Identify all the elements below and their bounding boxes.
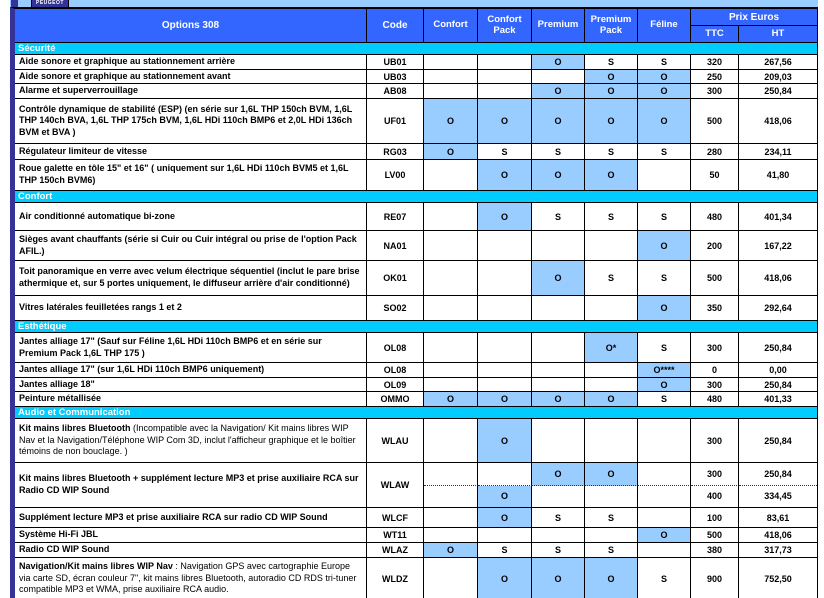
price-ttc: 500 [691, 261, 739, 296]
price-ht: 0,00 [739, 363, 817, 378]
section-header: Sécurité [15, 43, 817, 55]
trim-cell-confort [424, 363, 478, 378]
trim-cell-confort-pack: O [478, 508, 532, 528]
price-ht: 250,84 [739, 378, 817, 393]
option-label-main: Air conditionné automatique bi-zone [19, 210, 175, 221]
trim-cell-confort [424, 160, 478, 191]
option-subrow [424, 486, 817, 509]
option-label-main: Kit mains libres Bluetooth [19, 423, 131, 434]
option-row [15, 543, 817, 558]
trim-cell-confort [424, 419, 478, 463]
option-row [15, 296, 817, 321]
price-ttc: 250 [691, 70, 739, 85]
trim-cell-premium-pack [585, 363, 638, 378]
option-label [15, 508, 367, 528]
trim-column-header-feline: Féline [638, 9, 691, 43]
price-ttc: 100 [691, 508, 739, 528]
option-label-main: Alarme et superverrouillage [19, 85, 139, 96]
price-ttc: 300 [691, 84, 739, 99]
option-label-detail: (Incompatible avec la Navigation/ Kit mains libres WIP Nav et la Navigation/Téléphone WIP Com 3D, inclut l'afficheur graphique et le boîtier témoins de non bouclage. ) [19, 423, 356, 457]
trim-cell-feline [638, 463, 691, 486]
trim-cell-feline: S [638, 203, 691, 231]
trim-cell-confort [424, 558, 478, 598]
price-ht: 250,84 [739, 84, 817, 99]
option-label-detail: : Navigation GPS avec cartographie Europe via carte SD, écran couleur 7", kit mains libres Bluetooth, autoradio CD RDS tri-tuner compatible MP3 et WMA, prise auxiliaire RCA audio. [19, 561, 357, 595]
option-code: WLCF [367, 508, 424, 528]
trim-cell-premium-pack [585, 296, 638, 321]
price-ttc: 300 [691, 463, 739, 486]
trim-cell-premium-pack: O [585, 160, 638, 191]
trim-cell-premium-pack [585, 528, 638, 543]
trim-cell-premium: O [532, 99, 585, 144]
trim-cell-confort-pack [478, 463, 532, 486]
trim-cell-feline: O [638, 378, 691, 393]
option-row [15, 419, 817, 463]
trim-cell-feline: O [638, 84, 691, 99]
trim-cell-confort [424, 378, 478, 393]
price-ttc: 500 [691, 528, 739, 543]
trim-cell-confort: O [424, 144, 478, 160]
ttc-column-header: TTC [691, 26, 739, 43]
trim-cell-confort [424, 333, 478, 363]
trim-cell-confort-pack [478, 231, 532, 261]
trim-cell-confort-pack: O [478, 486, 532, 509]
option-code: WLAW [367, 463, 424, 508]
option-row [15, 333, 817, 363]
price-ht: 334,45 [739, 486, 817, 509]
option-label [15, 261, 367, 296]
trim-cell-confort [424, 70, 478, 85]
option-code: OMMO [367, 392, 424, 407]
option-label-main: Régulateur limiteur de vitesse [19, 145, 148, 156]
option-label [15, 144, 367, 160]
price-ttc: 300 [691, 333, 739, 363]
option-label [15, 558, 367, 598]
trim-cell-feline: S [638, 144, 691, 160]
price-ht: 250,84 [739, 419, 817, 463]
option-row [15, 55, 817, 70]
trim-column-header-confort-pack: Confort Pack [478, 9, 532, 43]
price-ht: 167,22 [739, 231, 817, 261]
options-table [10, 7, 818, 598]
option-code: NA01 [367, 231, 424, 261]
trim-cell-premium-pack: S [585, 203, 638, 231]
trim-cell-premium: O [532, 84, 585, 99]
trim-cell-confort [424, 55, 478, 70]
option-label [15, 378, 367, 393]
trim-cell-confort-pack: S [478, 543, 532, 558]
trim-cell-feline [638, 419, 691, 463]
trim-cell-feline: S [638, 392, 691, 407]
trim-cell-premium: S [532, 144, 585, 160]
trim-column-header-confort: Confort [424, 9, 478, 43]
option-code: RE07 [367, 203, 424, 231]
price-ttc: 300 [691, 378, 739, 393]
prix-euros-header: Prix Euros [691, 9, 817, 26]
price-ht: 250,84 [739, 333, 817, 363]
trim-cell-confort-pack: S [478, 144, 532, 160]
trim-cell-premium-pack: S [585, 508, 638, 528]
option-code: WLAU [367, 419, 424, 463]
option-label-main: Aide sonore et graphique au stationnement avant [19, 70, 231, 81]
option-code: OL09 [367, 378, 424, 393]
trim-cell-premium: O [532, 558, 585, 598]
trim-cell-confort [424, 463, 478, 486]
trim-cell-premium [532, 528, 585, 543]
option-label [15, 463, 367, 508]
trim-cell-premium: O [532, 261, 585, 296]
trim-cell-premium [532, 378, 585, 393]
trim-cell-premium: S [532, 543, 585, 558]
price-ttc: 320 [691, 55, 739, 70]
sheet-tab-strip [10, 0, 818, 7]
trim-cell-confort [424, 296, 478, 321]
price-ht: 418,06 [739, 528, 817, 543]
trim-cell-premium: S [532, 203, 585, 231]
option-row [15, 144, 817, 160]
trim-cell-confort [424, 261, 478, 296]
trim-cell-feline: O [638, 528, 691, 543]
trim-cell-feline [638, 508, 691, 528]
price-ht: 250,84 [739, 463, 817, 486]
trim-cell-premium-pack: S [585, 144, 638, 160]
option-row [15, 528, 817, 543]
price-ht: 418,06 [739, 261, 817, 296]
option-label [15, 55, 367, 70]
price-ttc: 200 [691, 231, 739, 261]
option-label-main: Supplément lecture MP3 et prise auxiliaire RCA sur radio CD WIP Sound [19, 511, 328, 522]
option-label-main: Contrôle dynamique de stabilité (ESP) (en série sur 1,6L THP 150ch BVM, 1,6L THP 140ch BVA, 1,6L THP 175ch BVM, 1,6L HDi 110ch BMP6 et 2,0L HDi 136ch BVM et BVA ) [19, 103, 353, 137]
option-row [15, 378, 817, 393]
trim-cell-confort-pack [478, 378, 532, 393]
option-code: OL08 [367, 363, 424, 378]
trim-cell-confort [424, 203, 478, 231]
option-label-main: Toit panoramique en verre avec velum électrique séquentiel (inclut le pare brise athermique et, sur 5 portes uniquement, le diffuseur arrière d'air conditionné) [19, 266, 360, 289]
option-label-main: Jantes alliage 18" [19, 378, 95, 389]
option-label [15, 419, 367, 463]
trim-cell-confort-pack [478, 261, 532, 296]
price-ht: 418,06 [739, 99, 817, 144]
trim-cell-premium-pack: O [585, 463, 638, 486]
option-code: WLDZ [367, 558, 424, 598]
option-code: OK01 [367, 261, 424, 296]
option-label [15, 203, 367, 231]
trim-cell-confort-pack: O [478, 419, 532, 463]
option-code: UB03 [367, 70, 424, 85]
option-label [15, 392, 367, 407]
split-price-group [424, 463, 817, 508]
trim-cell-feline: S [638, 261, 691, 296]
trim-cell-confort-pack [478, 84, 532, 99]
option-label-main: Roue galette en tôle 15" et 16" ( uniquement sur 1,6L HDi 110ch BVM5 et 1,6L THP 150ch BVM6) [19, 163, 349, 186]
trim-cell-confort-pack [478, 70, 532, 85]
trim-cell-confort-pack: O [478, 99, 532, 144]
trim-cell-premium [532, 70, 585, 85]
trim-cell-confort [424, 486, 478, 509]
option-label [15, 70, 367, 85]
trim-cell-confort-pack [478, 363, 532, 378]
trim-cell-confort [424, 84, 478, 99]
trim-cell-confort [424, 508, 478, 528]
option-row [15, 558, 817, 598]
option-code: RG03 [367, 144, 424, 160]
price-ht: 41,80 [739, 160, 817, 191]
option-label-main: Jantes alliage 17" (Sauf sur Féline 1,6L HDi 110ch BMP6 et en série sur Premium Pack 1,6L THP 175 ) [19, 335, 322, 358]
price-ttc: 50 [691, 160, 739, 191]
option-code: UB01 [367, 55, 424, 70]
option-label-main: Kit mains libres Bluetooth + supplément lecture MP3 et prise auxiliaire RCA sur Radio CD WIP Sound [19, 473, 359, 496]
trim-cell-premium [532, 419, 585, 463]
trim-cell-feline [638, 160, 691, 191]
option-row [15, 160, 817, 191]
trim-cell-premium-pack: O [585, 558, 638, 598]
option-label [15, 160, 367, 191]
price-ht: 234,11 [739, 144, 817, 160]
trim-cell-confort-pack [478, 528, 532, 543]
trim-cell-feline: O**** [638, 363, 691, 378]
trim-cell-feline: O [638, 296, 691, 321]
section-header: Audio et Communication [15, 407, 817, 419]
trim-cell-premium [532, 333, 585, 363]
trim-cell-premium: O [532, 160, 585, 191]
option-label [15, 528, 367, 543]
price-ttc: 280 [691, 144, 739, 160]
option-label-main: Radio CD WIP Sound [19, 544, 110, 555]
option-code: SO02 [367, 296, 424, 321]
trim-cell-confort-pack [478, 333, 532, 363]
trim-cell-feline: S [638, 333, 691, 363]
price-ht: 292,64 [739, 296, 817, 321]
trim-cell-premium-pack [585, 378, 638, 393]
table-body [15, 43, 817, 598]
option-code: UF01 [367, 99, 424, 144]
trim-cell-confort-pack: O [478, 203, 532, 231]
trim-cell-premium-pack: S [585, 543, 638, 558]
trim-cell-confort: O [424, 392, 478, 407]
price-ttc: 400 [691, 486, 739, 509]
option-code: WLAZ [367, 543, 424, 558]
price-ht: 401,34 [739, 203, 817, 231]
option-code: LV00 [367, 160, 424, 191]
option-label [15, 296, 367, 321]
price-ht: 752,50 [739, 558, 817, 598]
option-label-main: Système Hi-Fi JBL [19, 529, 99, 540]
option-row [15, 231, 817, 261]
option-label-main: Sièges avant chauffants (série si Cuir ou Cuir intégral ou prise de l'option Pack AFIL.) [19, 233, 357, 256]
trim-cell-confort-pack: O [478, 558, 532, 598]
price-ttc: 300 [691, 419, 739, 463]
price-ht: 83,61 [739, 508, 817, 528]
price-ttc: 380 [691, 543, 739, 558]
trim-cell-premium-pack: O [585, 70, 638, 85]
option-label [15, 231, 367, 261]
price-ttc: 480 [691, 392, 739, 407]
trim-cell-feline [638, 543, 691, 558]
trim-cell-feline: S [638, 558, 691, 598]
trim-cell-premium-pack: O [585, 99, 638, 144]
price-ttc: 480 [691, 203, 739, 231]
option-row [15, 363, 817, 378]
ht-column-header: HT [739, 26, 817, 43]
trim-cell-premium-pack: S [585, 55, 638, 70]
price-ttc: 350 [691, 296, 739, 321]
trim-cell-premium-pack: O [585, 392, 638, 407]
trim-column-header-premium-pack: Premium Pack [585, 9, 638, 43]
trim-cell-confort [424, 528, 478, 543]
option-code: AB08 [367, 84, 424, 99]
options-column-header: Options 308 [15, 9, 367, 43]
prix-euros-header-group [691, 9, 817, 43]
code-column-header: Code [367, 9, 424, 43]
trim-cell-premium-pack: O [585, 84, 638, 99]
option-row [15, 70, 817, 85]
option-row [15, 261, 817, 296]
option-row [15, 99, 817, 144]
option-code: OL08 [367, 333, 424, 363]
option-label [15, 363, 367, 378]
option-label [15, 543, 367, 558]
trim-cell-premium: O [532, 392, 585, 407]
trim-cell-premium: O [532, 463, 585, 486]
sheet-tab-peugeot[interactable]: PEUGEOT [31, 0, 69, 7]
option-label [15, 99, 367, 144]
option-row [15, 203, 817, 231]
strip-corner [11, 0, 18, 7]
price-ht: 401,33 [739, 392, 817, 407]
option-label-main: Navigation/Kit mains libres WIP Nav [19, 561, 173, 572]
trim-cell-confort-pack [478, 55, 532, 70]
option-subrow [424, 463, 817, 486]
section-header: Esthétique [15, 321, 817, 333]
trim-cell-confort: O [424, 543, 478, 558]
trim-cell-premium [532, 486, 585, 509]
trim-cell-premium-pack: O* [585, 333, 638, 363]
trim-cell-premium [532, 363, 585, 378]
price-ht: 267,56 [739, 55, 817, 70]
option-row [15, 463, 817, 508]
option-label [15, 333, 367, 363]
trim-cell-premium: S [532, 508, 585, 528]
trim-cell-premium-pack [585, 486, 638, 509]
trim-cell-feline: O [638, 99, 691, 144]
option-label-main: Peinture métallisée [19, 393, 102, 404]
trim-cell-feline: S [638, 55, 691, 70]
price-ttc: 900 [691, 558, 739, 598]
trim-cell-premium [532, 231, 585, 261]
trim-cell-premium-pack: S [585, 261, 638, 296]
price-ht: 317,73 [739, 543, 817, 558]
table-header-row [15, 9, 817, 43]
price-ttc: 0 [691, 363, 739, 378]
option-label-main: Vitres latérales feuilletées rangs 1 et 2 [19, 302, 182, 313]
trim-column-header-premium: Premium [532, 9, 585, 43]
option-row [15, 392, 817, 407]
option-label-main: Jantes alliage 17" (sur 1,6L HDi 110ch BMP6 uniquement) [19, 364, 265, 375]
trim-cell-premium-pack [585, 231, 638, 261]
price-ht: 209,03 [739, 70, 817, 85]
trim-cell-premium: O [532, 55, 585, 70]
trim-cell-feline: O [638, 231, 691, 261]
trim-cell-confort-pack: O [478, 392, 532, 407]
option-code: WT11 [367, 528, 424, 543]
section-header: Confort [15, 191, 817, 203]
trim-cell-premium [532, 296, 585, 321]
trim-cell-feline [638, 486, 691, 509]
trim-cell-confort: O [424, 99, 478, 144]
option-label-main: Aide sonore et graphique au stationnement arrière [19, 56, 236, 66]
trim-cell-feline: O [638, 70, 691, 85]
trim-cell-confort-pack [478, 296, 532, 321]
option-row [15, 508, 817, 528]
option-row [15, 84, 817, 99]
price-ttc: 500 [691, 99, 739, 144]
trim-cell-confort [424, 231, 478, 261]
trim-cell-premium-pack [585, 419, 638, 463]
option-label [15, 84, 367, 99]
trim-cell-confort-pack: O [478, 160, 532, 191]
